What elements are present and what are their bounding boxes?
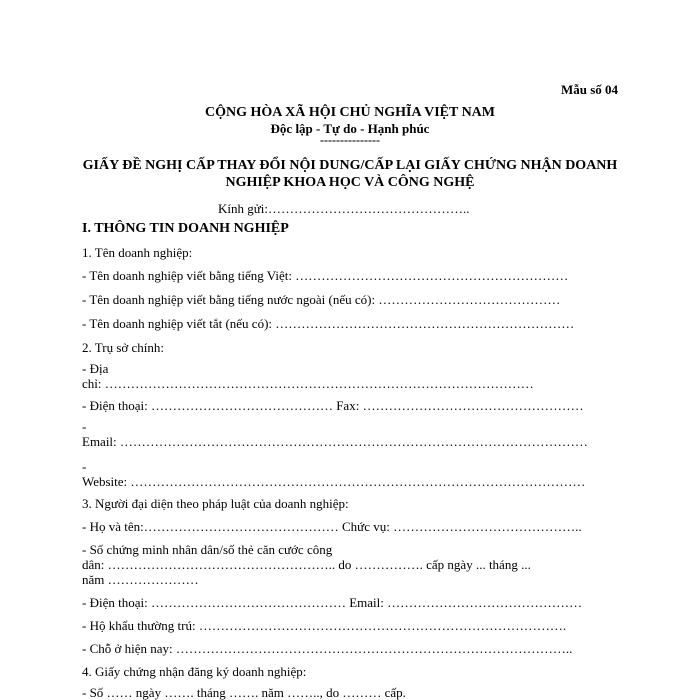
document-title-line-1: GIẤY ĐỀ NGHỊ CẤP THAY ĐỔI NỘI DUNG/CẤP LẠI GIẤY CHỨNG NHẬN DOANH bbox=[82, 158, 618, 173]
id-number-field: dân: …………………………………………….. do ……………. cấp ngày ... tháng ... bbox=[82, 557, 531, 572]
id-issue-year-field: năm ………………… bbox=[82, 572, 199, 587]
representative-name-title-field: - Họ và tên:……………………………………… Chức vụ: …………………………………….. bbox=[82, 519, 582, 534]
address-label: - Địa bbox=[82, 361, 109, 376]
name-short-field: - Tên doanh nghiệp viết tắt (nếu có): …………………………………………………………… bbox=[82, 316, 575, 331]
website-field: Website: …………………………………………………………………………………………… bbox=[82, 474, 586, 489]
national-motto: Độc lập - Tự do - Hạnh phúc bbox=[270, 121, 430, 136]
address-field: chỉ: ……………………………………………………………………………………… bbox=[82, 376, 534, 391]
email-field: Email: ……………………………………………………………………………………………… bbox=[82, 434, 588, 449]
item-1-label: 1. Tên doanh nghiệp: bbox=[82, 245, 193, 260]
country-name: CỘNG HÒA XÃ HỘI CHỦ NGHĨA VIỆT NAM bbox=[204, 105, 495, 120]
representative-phone-email-field: - Điện thoại: ……………………………………… Email: ……………………………………… bbox=[82, 595, 583, 610]
household-registration-field: - Hộ khẩu thường trú: …………………………………………………………………………. bbox=[82, 618, 567, 633]
name-foreign-field: - Tên doanh nghiệp viết bằng tiếng nước ngoài (nếu có): …………………………………… bbox=[82, 292, 561, 307]
phone-fax-field: - Điện thoại: …………………………………… Fax: …………………………………………… bbox=[82, 398, 584, 413]
email-dash: - bbox=[82, 419, 87, 434]
current-residence-field: - Chỗ ở hiện nay: ……………………………………………………………………………….. bbox=[82, 641, 573, 656]
item-3-label: 3. Người đại diện theo pháp luật của doanh nghiệp: bbox=[82, 496, 349, 511]
form-code: Mẫu số 04 bbox=[560, 82, 618, 97]
item-4-label: 4. Giấy chứng nhận đăng ký doanh nghiệp: bbox=[82, 664, 307, 679]
id-number-label: - Số chứng minh nhân dân/số thẻ căn cước công bbox=[82, 542, 333, 557]
item-2-label: 2. Trụ sở chính: bbox=[82, 340, 165, 355]
registration-number-field: - Số …… ngày ……. tháng ……. năm …….., do ……… cấp. bbox=[82, 685, 406, 700]
recipient-line: Kính gửi:……………………………………….. bbox=[218, 201, 470, 216]
header-divider: --------------- bbox=[320, 133, 380, 147]
name-vietnamese-field: - Tên doanh nghiệp viết bằng tiếng Việt: ……………………………………………………… bbox=[82, 268, 569, 283]
section-1-heading: I. THÔNG TIN DOANH NGHIỆP bbox=[82, 221, 289, 236]
document-title-line-2: NGHIỆP KHOA HỌC VÀ CÔNG NGHỆ bbox=[225, 175, 475, 190]
website-dash: - bbox=[82, 459, 87, 474]
